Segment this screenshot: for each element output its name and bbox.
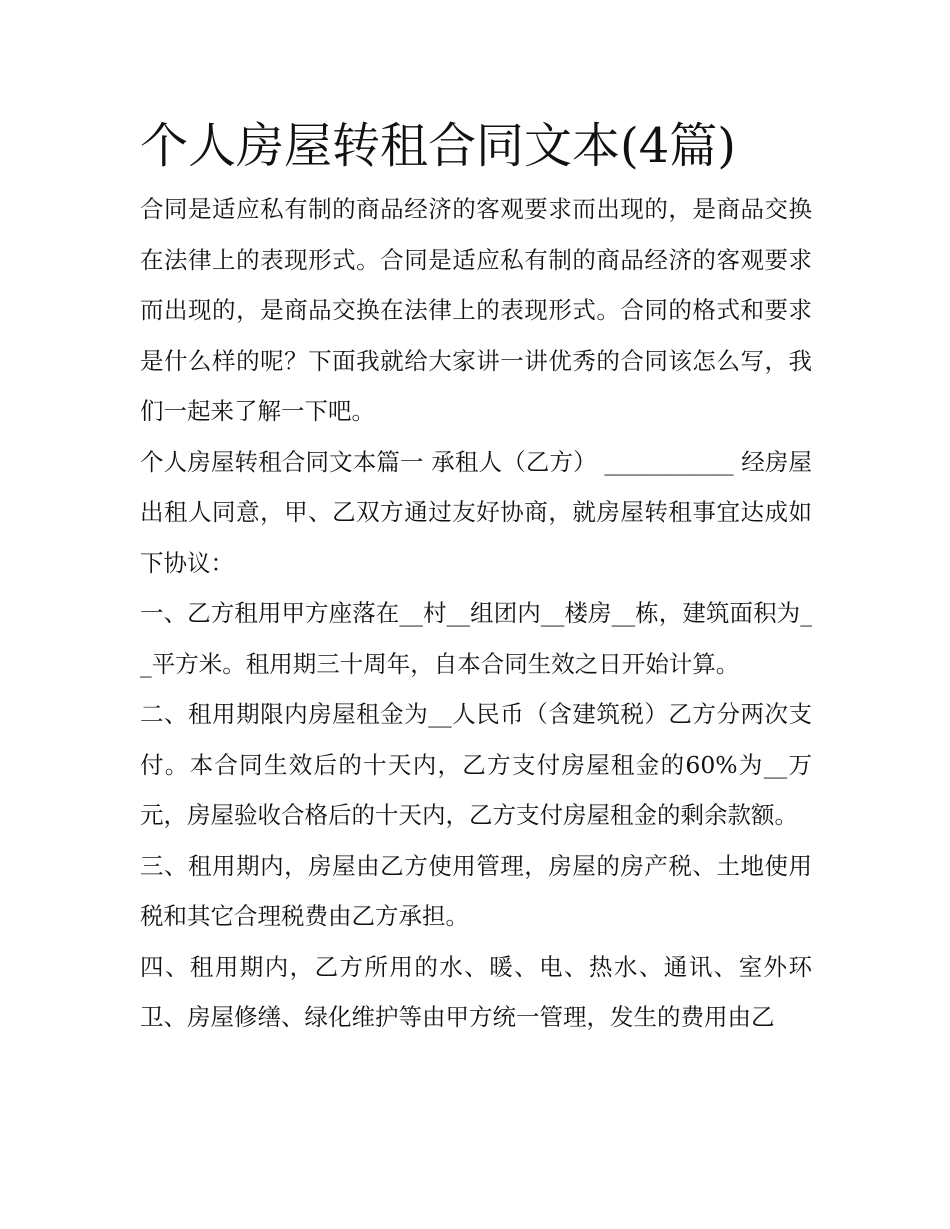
document-title: 个人房屋转租合同文本(4篇) bbox=[140, 118, 736, 174]
paragraph-contract-1-header: 个人房屋转租合同文本篇一 承租人（乙方） ___________ 经房屋出租人同意，甲、乙双方通过友好协商，就房屋转租事宜达成如下协议： bbox=[140, 447, 812, 577]
paragraph-clause-1: 一、乙方租用甲方座落在__村__组团内__楼房__栋，建筑面积为__平方米。租用期三十周年，自本合同生效之日开始计算。 bbox=[140, 599, 812, 678]
document-page bbox=[140, 112, 812, 1043]
paragraph-clause-2: 二、租用期限内房屋租金为__人民币（含建筑税）乙方分两次支付。本合同生效后的十天内，乙方支付房屋租金的60%为__万元，房屋验收合格后的十天内，乙方支付房屋租金的剩余款额。 bbox=[140, 700, 812, 829]
paragraph-clause-4: 四、租用期内，乙方所用的水、暖、电、热水、通讯、室外环卫、房屋修缮、绿化维护等由甲方统一管理，发生的费用由乙 bbox=[140, 952, 812, 1031]
paragraph-clause-3: 三、租用期内，房屋由乙方使用管理，房屋的房产税、土地使用税和其它合理税费由乙方承担。 bbox=[140, 851, 812, 930]
paragraph-intro: 合同是适应私有制的商品经济的客观要求而出现的，是商品交换在法律上的表现形式。合同是适应私有制的商品经济的客观要求而出现的，是商品交换在法律上的表现形式。合同的格式和要求是什么样的呢？下面我就给大家讲一讲优秀的合同该怎么写，我们一起来了解一下吧。 bbox=[140, 195, 812, 425]
